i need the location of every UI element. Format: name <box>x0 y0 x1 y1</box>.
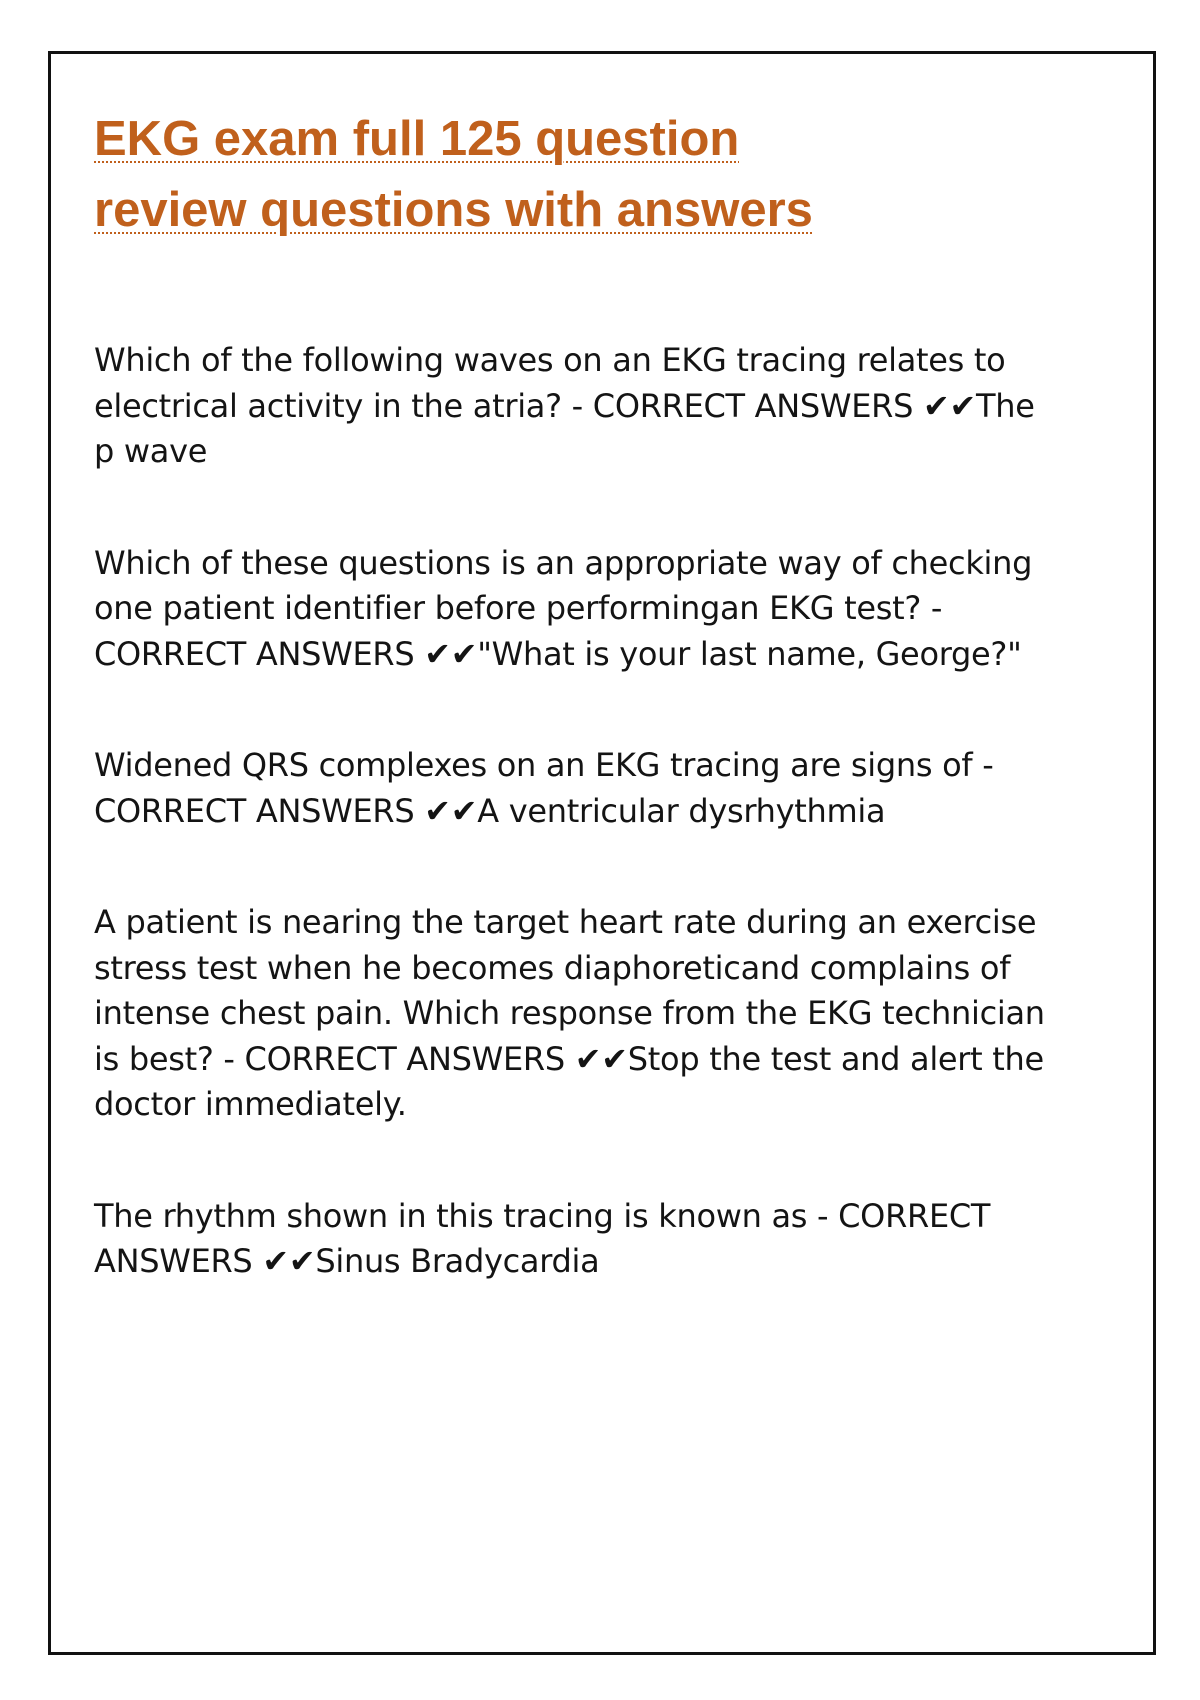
answer-text: Stop the test and alert the doctor immediately. <box>94 1039 1044 1123</box>
document-content <box>94 104 1054 1351</box>
qa-list <box>94 338 1054 1285</box>
answer-marker: CORRECT ANSWERS <box>94 791 415 830</box>
check-marks-icon: ✔✔ <box>923 386 977 425</box>
document-title-text: EKG exam full 125 question review questions with answers <box>94 112 813 237</box>
answer-marker: CORRECT ANSWERS <box>592 386 914 425</box>
answer-marker: CORRECT ANSWERS <box>94 634 415 673</box>
qa-item: Which of these questions is an appropriate way of checking one patient identifier before performingan EKG test? - CORRECT ANSWERS ✔✔"What is your last name, George?" <box>94 543 1033 673</box>
question-text: Widened QRS complexes on an EKG tracing are signs of <box>94 746 973 784</box>
qa-item: Which of the following waves on an EKG tracing relates to electrical activity in the atria? - CORRECT ANSWERS ✔✔The p wave <box>94 341 1035 470</box>
answer-text: "What is your last name, George?" <box>477 634 1022 673</box>
answer-marker: CORRECT ANSWERS <box>244 1039 565 1078</box>
answer-text: Sinus Bradycardia <box>315 1242 600 1280</box>
question-text: Which of these questions is an appropriate way of checking one patient identifier before performingan EKG test? <box>94 543 1033 627</box>
question-text: Which of the following waves on an EKG tracing relates to electrical activity in the atria? <box>94 341 1006 425</box>
check-marks-icon: ✔✔ <box>262 1242 316 1280</box>
check-marks-icon: ✔✔ <box>574 1039 628 1078</box>
qa-item: The rhythm shown in this tracing is known as - CORRECT ANSWERS ✔✔Sinus Bradycardia <box>94 1196 991 1280</box>
check-marks-icon: ✔✔ <box>424 791 478 830</box>
qa-item: Widened QRS complexes on an EKG tracing are signs of - CORRECT ANSWERS ✔✔A ventricular dysrhythmia <box>94 746 1004 830</box>
answer-text: The p wave <box>94 386 1035 470</box>
question-text: A patient is nearing the target heart rate during an exercise stress test when he becomes diaphoreticand complains of intense chest pain. Which response from the EKG technician is best? <box>94 903 1045 1078</box>
qa-item: A patient is nearing the target heart rate during an exercise stress test when he becomes diaphoreticand complains of intense chest pain. Which response from the EKG technician is best? - CORRECT ANSWERS ✔✔Stop the test and alert the doctor immediately. <box>94 903 1045 1123</box>
check-marks-icon: ✔✔ <box>424 634 478 673</box>
answer-text: A ventricular dysrhythmia <box>477 791 886 830</box>
question-text: The rhythm shown in this tracing is known as <box>94 1196 808 1235</box>
document-title[interactable] <box>94 104 894 246</box>
answer-marker: CORRECT ANSWERS <box>94 1196 991 1280</box>
